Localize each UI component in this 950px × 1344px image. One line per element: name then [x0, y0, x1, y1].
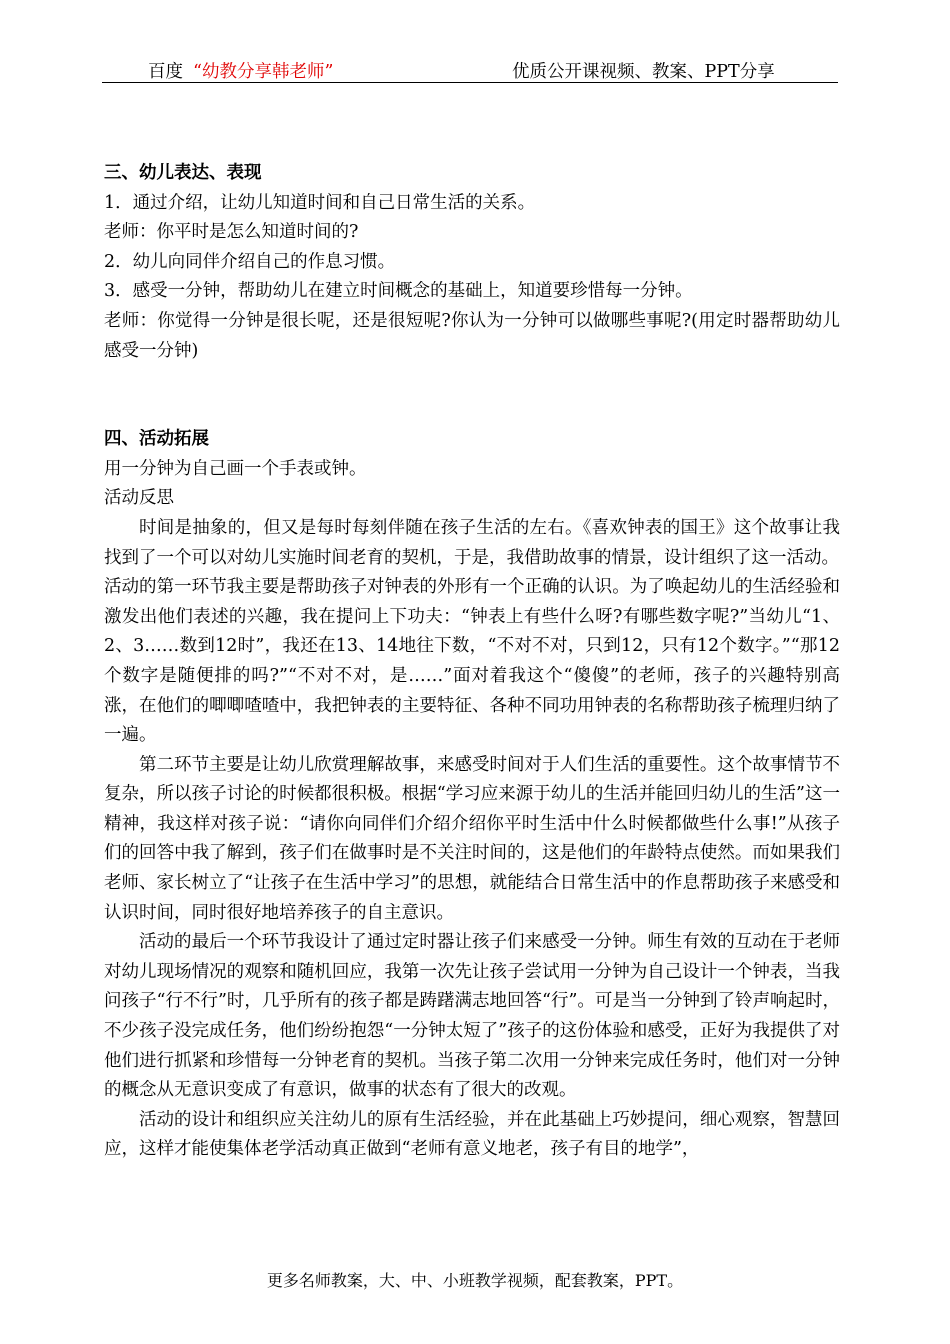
document-body [104, 159, 840, 1165]
header-site: 百度 [148, 62, 183, 82]
page-footer: 更多名师教案，大、中、小班教学视频，配套教案，PPT。 [266, 1271, 684, 1290]
section3-line-1: 1．通过介绍，让幼儿知道时间和自己日常生活的关系。 [104, 192, 536, 213]
section3-line-5: 老师：你觉得一分钟是很长呢，还是很短呢?你认为一分钟可以做哪些事呢?(用定时器帮助幼儿感受一分钟) [104, 310, 840, 361]
reflection-paragraph-1: 时间是抽象的，但又是每时每刻伴随在孩子生活的左右。《喜欢钟表的国王》这个故事让我找到了一个可以对幼儿实施时间老育的契机，于是，我借助故事的情景，设计组织了这一活动。 [104, 517, 840, 568]
page-header [102, 56, 838, 83]
reflection-paragraph-4: 活动的最后一个环节我设计了通过定时器让孩子们来感受一分钟。师生有效的互动在于老师对幼儿现场情况的观察和随机回应，我第一次先让孩子尝试用一分钟为自己设计一个钟表，当我问孩子“行不行”时，几乎所有的孩子都是踌躇满志地回答“行”。可是当一分钟到了铃声响起时，不少孩子没完成任务，他们纷纷抱怨“一分钟太短了”孩子的这份体验和感受，正好为我提供了对他们进行抓紧和珍惜每一分钟老育的契机。当孩子第二次用一分钟来完成任务时，他们对一分钟的概念从无意识变成了有意识，做事的状态有了很大的改观。 [104, 932, 840, 1101]
section4-title: 四、活动拓展 [104, 429, 209, 450]
section4-line-1: 用一分钟为自己画一个手表或钟。 [104, 458, 367, 479]
section3-line-2: 老师：你平时是怎么知道时间的? [104, 222, 359, 243]
reflection-paragraph-3: 第二环节主要是让幼儿欣赏理解故事，来感受时间对于人们生活的重要性。这个故事情节不复杂，所以孩子讨论的时候都很积极。根据“学习应来源于幼儿的生活并能回归幼儿的生活”这一精神，我这样对孩子说：“请你向同伴们介绍介绍你平时生活中什么时候都做些什么事!”从孩子们的回答中我了解到，孩子们在做事时是不关注时间的，这是他们的年龄特点使然。而如果我们老师、家长树立了“让孩子在生活中学习”的思想，就能结合日常生活中的作息帮助孩子来感受和认识时间，同时很好地培养孩子的自主意识。 [104, 754, 840, 923]
reflection-title: 活动反思 [104, 488, 174, 509]
section3-line-4: 3．感受一分钟，帮助幼儿在建立时间概念的基础上，知道要珍惜每一分钟。 [104, 281, 693, 302]
header-left [148, 58, 333, 83]
section3-title: 三、幼儿表达、表现 [104, 163, 262, 183]
reflection-paragraph-5: 活动的设计和组织应关注幼儿的原有生活经验，并在此基础上巧妙提问，细心观察，智慧回应，这样才能使集体老学活动真正做到“老师有意义地老，孩子有目的地学”， [104, 1109, 840, 1160]
header-tagline: 优质公开课视频、教案、PPT分享 [512, 62, 775, 82]
section-gap [104, 366, 840, 425]
section3-line-3: 2．幼儿向同伴介绍自己的作息习惯。 [104, 251, 396, 272]
reflection-paragraph-2: 活动的第一环节我主要是帮助孩子对钟表的外形有一个正确的认识。为了唤起幼儿的生活经验和激发出他们表述的兴趣，我在提问上下功夫：“钟表上有些什么呀?有哪些数字呢?”当幼儿“1、2、3……数到12时”，我还在13、14地往下数，“不对不对，只到12，只有12个数字。”“那12个数字是随便排的吗?”“不对不对，是……”面对着我这个“傻傻”的老师，孩子的兴趣特别高涨，在他们的唧唧喳喳中，我把钟表的主要特征、各种不同功用钟表的名称帮助孩子梳理归纳了一遍。 [104, 577, 840, 746]
header-brand: “幼教分享韩老师” [193, 62, 334, 82]
